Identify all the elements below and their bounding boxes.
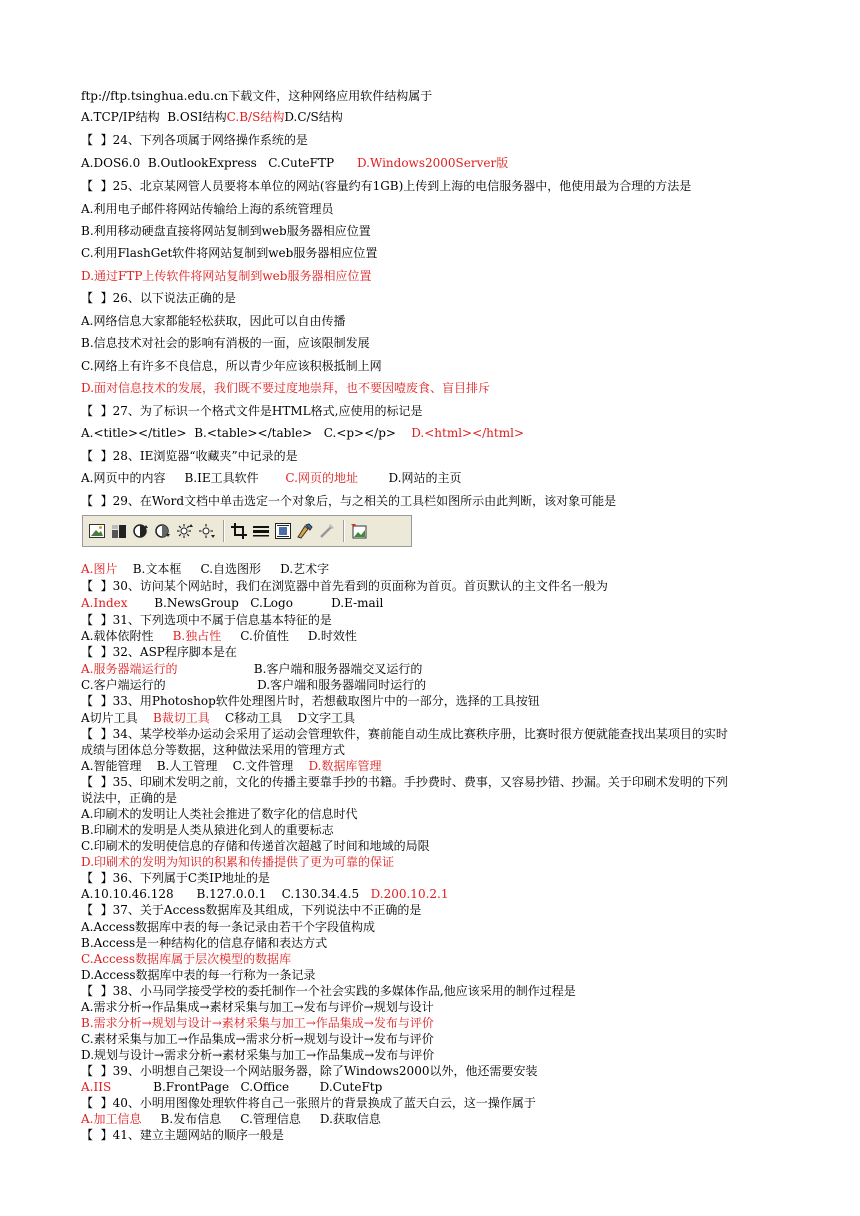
text-segment: 【 】30、访问某个网站时，我们在浏览器中首先看到的页面称为首页。首页默认的主文件名一般为 — [81, 579, 608, 593]
text-segment: 【 】34、某学校举办运动会采用了运动会管理软件，赛前能自动生成比赛秩序册，比赛时很方便就能查找出某项目的实时 — [81, 727, 728, 741]
text-line — [81, 314, 345, 328]
text-line — [81, 775, 728, 789]
text-segment: 【 】35、印刷术发明之前，文化的传播主要靠手抄的书籍。手抄费时、费事，又容易抄错、抄漏。关于印刷术发明的下列 — [81, 775, 728, 789]
text-line — [81, 984, 576, 998]
text-segment: 说法中，正确的是 — [81, 791, 178, 805]
answer-text: B.需求分析→规划与设计→素材采集与加工→作品集成→发布与评价 — [81, 1016, 434, 1030]
text-line — [81, 202, 333, 216]
text-segment: 【 】26、以下说法正确的是 — [81, 291, 236, 305]
answer-text: D.通过FTP上传软件将网站复制到web服务器相应位置 — [81, 269, 372, 283]
text-segment: 【 】24、下列各项属于网络操作系统的是 — [81, 133, 308, 147]
text-line — [81, 449, 298, 463]
text-line — [81, 871, 270, 885]
text-segment: B.印刷术的发明是人类从猿进化到人的重要标志 — [81, 823, 334, 837]
more-contrast-icon[interactable] — [131, 521, 151, 541]
text-segment: B.FrontPage C.Office D.CuteFtp — [111, 1080, 383, 1094]
text-line — [81, 1064, 537, 1078]
text-line — [81, 1112, 381, 1126]
toolbar-separator — [343, 520, 345, 542]
text-line — [81, 291, 236, 305]
picture-toolbar — [82, 515, 412, 547]
text-line — [81, 807, 357, 821]
answer-text: D.<html></html> — [411, 426, 525, 440]
text-line — [81, 613, 332, 627]
text-segment: B.Access是一种结构化的信息存储和表达方式 — [81, 936, 328, 950]
answer-text: D.印刷术的发明为知识的积累和传播提供了更为可靠的保证 — [81, 855, 395, 869]
more-brightness-icon[interactable] — [175, 521, 195, 541]
text-segment: A.TCP/IP结构 B.OSI结构 — [81, 110, 227, 124]
line-style-icon[interactable] — [251, 521, 271, 541]
text-segment: C.客户端运行的 D.客户端和服务器端同时运行的 — [81, 678, 427, 692]
text-segment: A切片工具 — [81, 711, 153, 725]
text-line — [81, 662, 422, 676]
text-segment: 【 】25、北京某网管人员要将本单位的网站(容量约有1GB)上传到上海的电信服务器中，他使用最为合理的方法是 — [81, 179, 692, 193]
text-line — [81, 562, 329, 576]
text-line — [81, 759, 381, 773]
text-line — [81, 426, 524, 440]
text-line — [81, 269, 371, 283]
text-segment: 【 】32、ASP程序脚本是在 — [81, 645, 237, 659]
text-line — [81, 711, 355, 725]
text-line — [81, 855, 394, 869]
text-line — [81, 629, 357, 643]
text-segment: C.素材采集与加工→作品集成→需求分析→规划与设计→发布与评价 — [81, 1032, 434, 1046]
text-line — [81, 936, 327, 950]
text-segment: 【 】29、在Word文档中单击选定一个对象后，与之相关的工具栏如图所示由此判断，该对象可能是 — [81, 494, 617, 508]
text-line — [81, 156, 508, 170]
text-line — [81, 903, 421, 917]
text-line — [81, 494, 616, 508]
text-line — [81, 823, 334, 837]
text-line — [81, 596, 383, 610]
text-segment: A.DOS6.0 B.OutlookExpress C.CuteFTP — [81, 156, 357, 170]
text-segment: 成绩与团体总分等数据，这种做法采用的管理方式 — [81, 743, 346, 757]
answer-text: D.Windows2000Server版 — [356, 156, 509, 170]
answer-text: D.200.10.2.1 — [370, 887, 449, 901]
text-line — [81, 1048, 434, 1062]
text-segment: 【 】33、用Photoshop软件处理图片时，若想截取图片中的一部分，选择的工具按钮 — [81, 694, 540, 708]
text-line — [81, 381, 490, 395]
text-segment: A.印刷术的发明让人类社会推进了数字化的信息时代 — [81, 807, 358, 821]
text-line — [81, 1096, 536, 1110]
text-segment: 【 】27、为了标识一个格式文件是HTML格式,应使用的标记是 — [81, 404, 423, 418]
text-line — [81, 1080, 382, 1094]
text-segment: A.10.10.46.128 B.127.0.0.1 C.130.34.4.5 — [81, 887, 371, 901]
text-segment: D.网站的主页 — [357, 471, 462, 485]
text-segment: B.信息技术对社会的影响有消极的一面，应该限制发展 — [81, 336, 370, 350]
text-line — [81, 246, 377, 260]
text-segment: A.智能管理 B.人工管理 C.文件管理 — [81, 759, 309, 773]
text-line — [81, 1032, 434, 1046]
answer-text: B裁切工具 — [152, 711, 210, 725]
text-line — [81, 952, 291, 966]
text-line — [81, 110, 343, 124]
text-segment: C.网络上有许多不良信息，所以青少年应该积极抵制上网 — [81, 359, 382, 373]
text-line — [81, 471, 462, 485]
text-line — [81, 887, 448, 901]
answer-text: A.Index — [81, 596, 128, 610]
text-line — [81, 1000, 434, 1014]
answer-text: C.B/S结构 — [226, 110, 285, 124]
text-segment: A.网页中的内容 B.IE工具软件 — [81, 471, 286, 485]
text-segment: C.利用FlashGet软件将网站复制到web服务器相应位置 — [81, 246, 378, 260]
insert-picture-icon[interactable] — [87, 521, 107, 541]
text-line — [81, 404, 422, 418]
text-segment: B.文本框 C.自选图形 D.艺术字 — [117, 562, 330, 576]
answer-text: C.Access数据库属于层次模型的数据库 — [81, 952, 292, 966]
text-segment: B.客户端和服务器端交叉运行的 — [177, 662, 423, 676]
answer-text: B.独占性 — [172, 629, 222, 643]
text-segment: D.C/S结构 — [284, 110, 343, 124]
answer-text: A.图片 — [81, 562, 118, 576]
text-segment: D.规划与设计→需求分析→素材采集与加工→作品集成→发布与评价 — [81, 1048, 435, 1062]
text-line — [81, 1016, 434, 1030]
text-segment: 【 】37、关于Access数据库及其组成，下列说法中不正确的是 — [81, 903, 422, 917]
text-line — [81, 645, 237, 659]
less-brightness-icon[interactable] — [197, 521, 217, 541]
text-segment: 【 】39、小明想自己架设一个网站服务器，除了Windows2000以外，他还需要安装 — [81, 1064, 538, 1078]
text-line — [81, 694, 540, 708]
format-picture-icon[interactable] — [295, 521, 315, 541]
text-segment: B.发布信息 C.管理信息 D.获取信息 — [141, 1112, 381, 1126]
text-line — [81, 791, 177, 805]
answer-text: A.加工信息 — [81, 1112, 142, 1126]
text-segment: C.印刷术的发明使信息的存储和传递首次超越了时间和地域的局限 — [81, 839, 430, 853]
text-segment: 【 】38、小马同学接受学校的委托制作一个社会实践的多媒体作品,他应该采用的制作过程是 — [81, 984, 576, 998]
answer-text: D.数据库管理 — [308, 759, 382, 773]
text-segment: B.NewsGroup C.Logo D.E-mail — [127, 596, 384, 610]
text-segment: 【 】28、IE浏览器“收藏夹”中记录的是 — [81, 449, 298, 463]
text-segment: A.网络信息大家都能轻松获取，因此可以自由传播 — [81, 314, 346, 328]
answer-text: A.服务器端运行的 — [81, 662, 178, 676]
text-wrapping-icon[interactable] — [273, 521, 293, 541]
crop-icon[interactable] — [229, 521, 249, 541]
text-segment: A.利用电子邮件将网站传输给上海的系统管理员 — [81, 202, 334, 216]
text-segment: 【 】41、建立主题网站的顺序一般是 — [81, 1128, 284, 1142]
text-line — [81, 133, 308, 147]
text-line — [81, 1128, 284, 1142]
text-line — [81, 678, 426, 692]
text-line — [81, 336, 370, 350]
text-line — [81, 727, 728, 741]
text-segment: ftp://ftp.tsinghua.edu.cn下载文件，这种网络应用软件结构属于 — [81, 89, 433, 103]
toolbar-separator — [223, 520, 225, 542]
text-line — [81, 179, 691, 193]
text-segment: C.价值性 D.时效性 — [221, 629, 357, 643]
text-segment: A.载体依附性 — [81, 629, 173, 643]
reset-picture-icon[interactable] — [349, 521, 369, 541]
less-contrast-icon[interactable] — [153, 521, 173, 541]
answer-text: A.IIS — [81, 1080, 112, 1094]
text-segment: D.Access数据库中表的每一行称为一条记录 — [81, 968, 316, 982]
text-segment: A.Access数据库中表的每一条记录由若干个字段值构成 — [81, 920, 376, 934]
text-line — [81, 579, 608, 593]
answer-text: D.面对信息技术的发展，我们既不要过度地崇拜，也不要因噎废食、盲目排斥 — [81, 381, 491, 395]
text-segment: 【 】40、小明用图像处理软件将自己一张照片的背景换成了蓝天白云，这一操作属于 — [81, 1096, 536, 1110]
text-segment: C移动工具 D文字工具 — [209, 711, 356, 725]
set-transparent-color-icon[interactable] — [317, 521, 337, 541]
text-line — [81, 224, 371, 238]
text-segment: A.<title></title> B.<table></table> C.<p></p> — [81, 426, 412, 440]
answer-text: C.网页的地址 — [285, 471, 358, 485]
text-line — [81, 839, 430, 853]
color-icon[interactable] — [109, 521, 129, 541]
text-segment: B.利用移动硬盘直接将网站复制到web服务器相应位置 — [81, 224, 371, 238]
text-segment: 【 】31、下列选项中不属于信息基本特征的是 — [81, 613, 332, 627]
text-segment: 【 】36、下列属于C类IP地址的是 — [81, 871, 270, 885]
text-line — [81, 743, 345, 757]
text-segment: A.需求分析→作品集成→素材采集与加工→发布与评价→规划与设计 — [81, 1000, 434, 1014]
text-line — [81, 920, 375, 934]
text-line — [81, 359, 382, 373]
text-line — [81, 89, 432, 103]
text-line — [81, 968, 316, 982]
